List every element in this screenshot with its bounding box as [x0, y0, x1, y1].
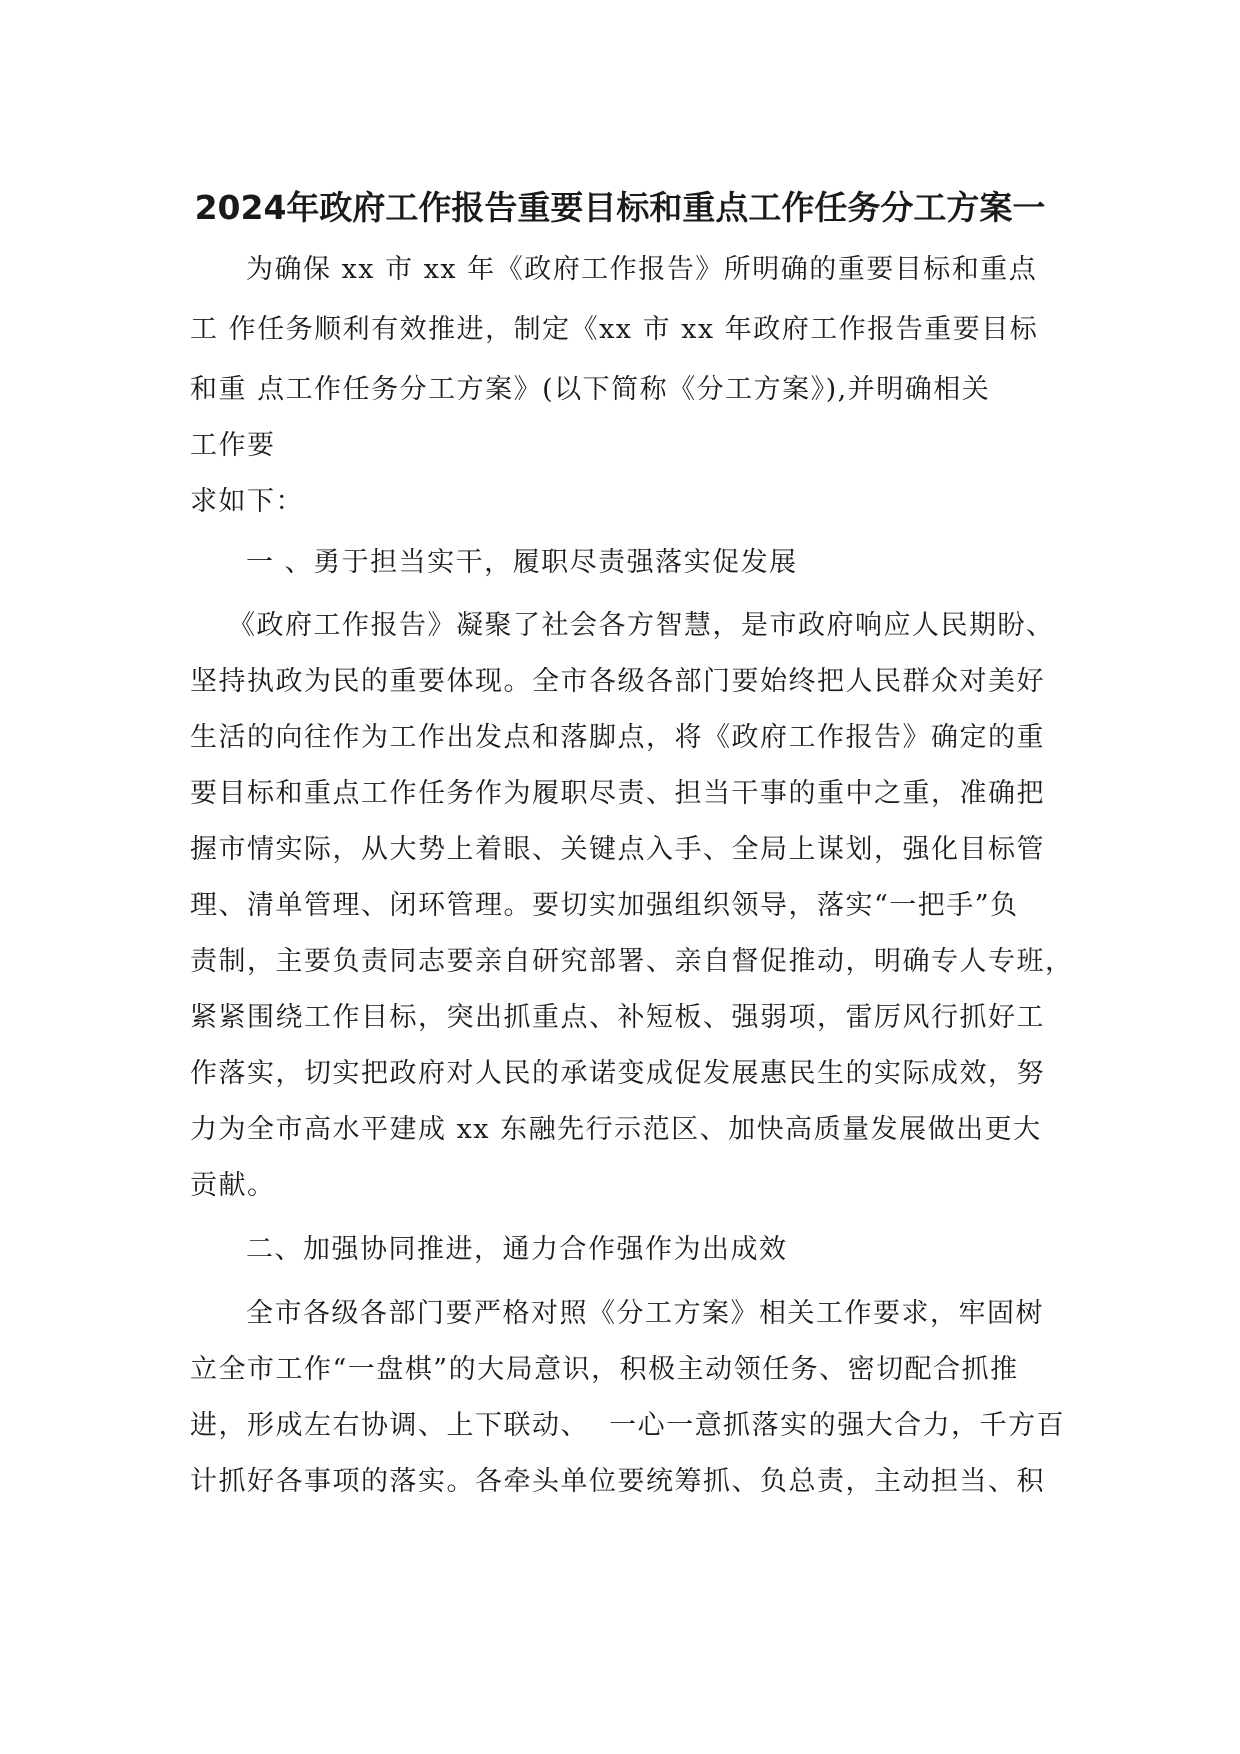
section-heading: 二、加强协同推进，通力合作强作为出成效	[246, 1234, 788, 1265]
paragraph-line: 全市各级各部门要严格对照《分工方案》相关工作要求，牢固树	[246, 1298, 1044, 1329]
paragraph-line: 要目标和重点工作任务作为履职尽责、担当干事的重中之重，准确把	[190, 778, 1045, 809]
paragraph-line: 和重 点工作任务分工方案》(以下简称《分工方案》),并明确相关	[190, 374, 991, 405]
paragraph-line: 责制，主要负责同志要亲自研究部署、亲自督促推动，明确专人专班，	[190, 946, 1074, 977]
paragraph-line: 握市情实际，从大势上着眼、关键点入手、全局上谋划，强化目标管	[190, 834, 1045, 865]
paragraph-line: 为确保 xx 市 xx 年《政府工作报告》所明确的重要目标和重点	[246, 254, 1038, 285]
paragraph-line: 力为全市高水平建成 xx 东融先行示范区、加快高质量发展做出更大	[190, 1114, 1042, 1145]
section-heading: 一 、勇于担当实干，履职尽责强落实促发展	[246, 547, 798, 578]
paragraph-line: 求如下：	[190, 486, 304, 517]
document-title: 2024年政府工作报告重要目标和重点工作任务分工方案一	[194, 188, 1046, 227]
paragraph-line: 进，形成左右协调、上下联动、 一心一意抓落实的强大合力，千方百	[190, 1410, 1066, 1441]
paragraph-line: 立全市工作“一盘棋”的大局意识，积极主动领任务、密切配合抓推	[190, 1354, 1019, 1385]
paragraph-line: 作落实，切实把政府对人民的承诺变成促发展惠民生的实际成效，努	[190, 1058, 1045, 1089]
paragraph-line: 理、清单管理、闭环管理。要切实加强组织领导，落实“一把手”负	[190, 890, 1019, 921]
paragraph-line: 《政府工作报告》凝聚了社会各方智慧，是市政府响应人民期盼、	[228, 610, 1055, 641]
paragraph-line: 贡献。	[190, 1170, 276, 1201]
paragraph-line: 工 作任务顺利有效推进，制定《xx 市 xx 年政府工作报告重要目标	[190, 314, 1039, 345]
paragraph-line: 计抓好各事项的落实。各牵头单位要统筹抓、负总责，主动担当、积	[190, 1466, 1045, 1497]
paragraph-line: 坚持执政为民的重要体现。全市各级各部门要始终把人民群众对美好	[190, 666, 1045, 697]
paragraph-line: 工作要	[190, 430, 276, 461]
paragraph-line: 生活的向往作为工作出发点和落脚点，将《政府工作报告》确定的重	[190, 722, 1045, 753]
paragraph-line: 紧紧围绕工作目标，突出抓重点、补短板、强弱项，雷厉风行抓好工	[190, 1002, 1045, 1033]
